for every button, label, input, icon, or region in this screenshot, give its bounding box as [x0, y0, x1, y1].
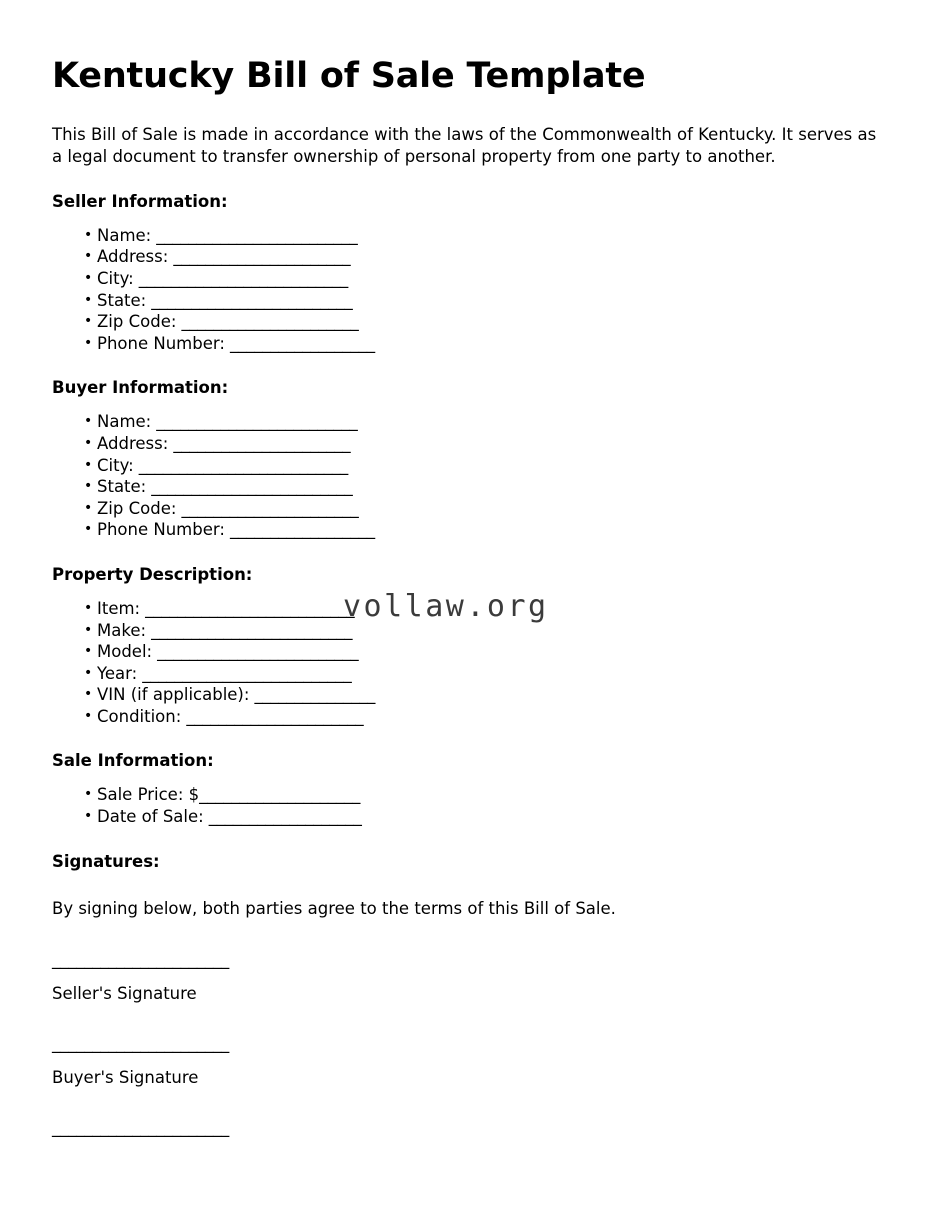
field-label: Item:: [97, 598, 141, 618]
signature-line[interactable]: ______________________: [52, 1033, 230, 1053]
field-label: Date of Sale:: [97, 807, 204, 827]
signature-caption: Buyer's Signature: [52, 1067, 199, 1087]
field-blank[interactable]: ______________________: [168, 433, 351, 453]
field-row: [52, 684, 882, 706]
field-row: [52, 411, 882, 433]
field-blank[interactable]: __________________________: [137, 663, 352, 683]
field-blank[interactable]: __________________________: [133, 455, 349, 475]
field-label: Year:: [97, 663, 138, 683]
field-row: [52, 706, 882, 728]
section-heading-seller: Seller Information:: [52, 191, 228, 211]
section-heading-sale: Sale Information:: [52, 751, 214, 771]
field-label: Make:: [97, 620, 147, 640]
signature-caption: Seller's Signature: [52, 983, 197, 1003]
signature-line[interactable]: ______________________: [52, 1117, 230, 1137]
field-label: Name:: [97, 225, 152, 245]
field-blank[interactable]: ______________________: [181, 706, 364, 726]
section-heading-property: Property Description:: [52, 564, 253, 584]
seller-field-list: [52, 225, 882, 355]
field-label: Sale Price: $: [97, 785, 200, 805]
field-label: State:: [97, 290, 147, 310]
field-blank[interactable]: ____________________: [199, 785, 361, 805]
field-blank[interactable]: _________________________: [152, 642, 359, 662]
section-heading-signatures: Signatures:: [52, 851, 160, 871]
field-label: VIN (if applicable):: [97, 685, 250, 705]
field-blank[interactable]: _________________________: [151, 225, 358, 245]
field-row: [52, 268, 882, 290]
watermark: vollaw.org: [343, 589, 549, 624]
field-blank[interactable]: _________________________: [146, 620, 353, 640]
field-blank[interactable]: ______________________: [168, 247, 351, 267]
field-label: Phone Number:: [97, 333, 225, 353]
signature-note: By signing below, both parties agree to the terms of this Bill of Sale.: [52, 898, 616, 918]
sale-field-list: [52, 784, 882, 827]
field-label: State:: [97, 477, 147, 497]
field-blank[interactable]: __________________: [224, 333, 375, 353]
page-title: Kentucky Bill of Sale Template: [52, 56, 646, 96]
field-label: City:: [97, 455, 134, 475]
field-blank[interactable]: _________________________: [146, 477, 353, 497]
field-label: Phone Number:: [97, 520, 225, 540]
field-label: Model:: [97, 642, 153, 662]
signature-block-buyer: [52, 1034, 882, 1088]
field-row: [52, 519, 882, 541]
field-blank[interactable]: _______________: [249, 685, 376, 705]
field-row: [52, 433, 882, 455]
field-row: [52, 290, 882, 312]
field-row: [52, 246, 882, 268]
field-row: [52, 806, 882, 828]
field-blank[interactable]: ______________________: [176, 498, 359, 518]
field-blank[interactable]: ______________________: [176, 312, 359, 332]
field-row: [52, 641, 882, 663]
signature-block-seller: [52, 950, 882, 1004]
field-blank[interactable]: _________________________: [146, 290, 353, 310]
field-row: [52, 225, 882, 247]
field-blank[interactable]: __________________________: [140, 598, 355, 618]
field-blank[interactable]: __________________________: [133, 268, 349, 288]
field-row: [52, 476, 882, 498]
field-label: Name:: [97, 412, 152, 432]
field-row: [52, 784, 882, 806]
section-heading-buyer: Buyer Information:: [52, 378, 229, 398]
field-blank[interactable]: ___________________: [203, 807, 362, 827]
field-blank[interactable]: __________________: [224, 520, 375, 540]
field-label: Address:: [97, 247, 169, 267]
intro-paragraph: This Bill of Sale is made in accordance with the laws of the Commonwealth of Kentucky. It serves as a legal document to transfer ownership of personal property from one party to another.: [52, 124, 877, 166]
field-row: [52, 455, 882, 477]
field-label: Zip Code:: [97, 498, 177, 518]
signature-block-third: [52, 1118, 882, 1138]
field-row: [52, 333, 882, 355]
field-row: [52, 498, 882, 520]
field-row: [52, 663, 882, 685]
buyer-field-list: [52, 411, 882, 541]
field-row: [52, 311, 882, 333]
field-label: City:: [97, 268, 134, 288]
field-label: Address:: [97, 433, 169, 453]
signature-line[interactable]: ______________________: [52, 949, 230, 969]
field-label: Condition:: [97, 706, 182, 726]
field-label: Zip Code:: [97, 312, 177, 332]
field-blank[interactable]: _________________________: [151, 412, 358, 432]
